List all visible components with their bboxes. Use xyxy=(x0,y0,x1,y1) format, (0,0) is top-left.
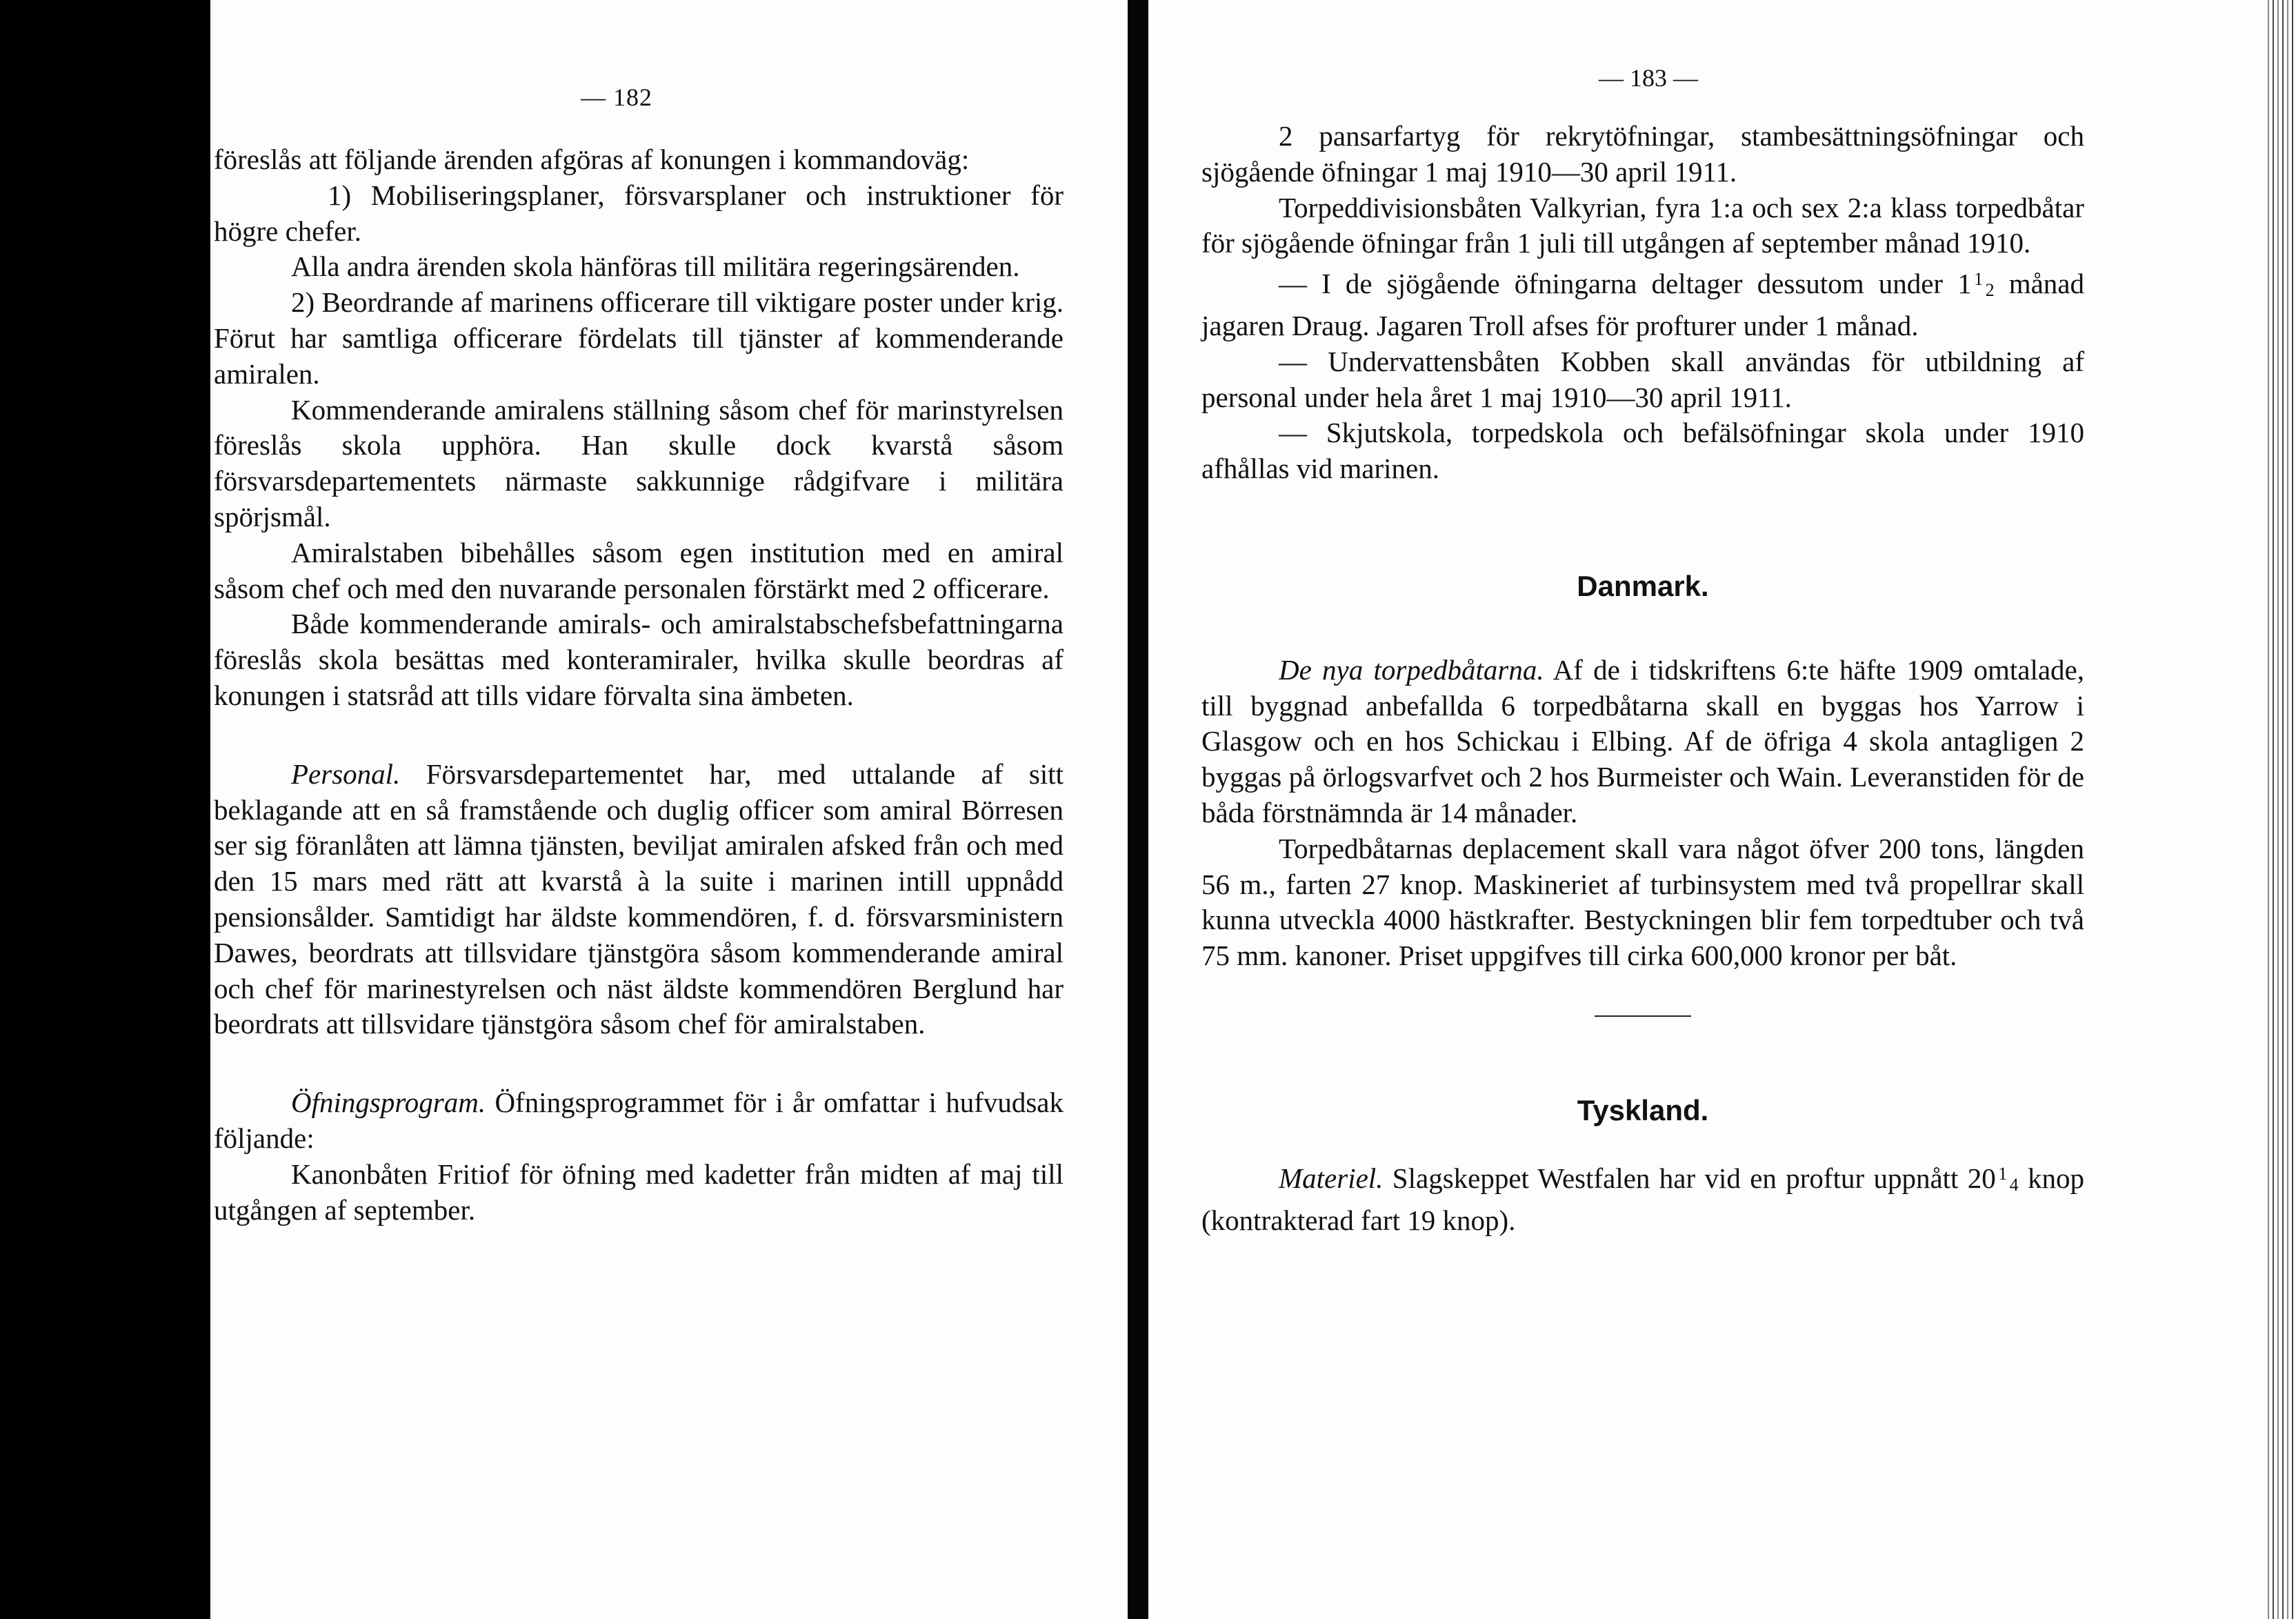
paragraph-torped: Torpeddivisionsbåten Valkyrian, fyra 1:a och sex 2:a klass torpedbåtar för sjögående öfningar från 1 juli till utgången af september månad 1910. xyxy=(1201,191,2084,259)
personal-section xyxy=(214,757,1064,1042)
draug-text-b: månad jagaren Draug. Jagaren Troll afses för profturer under 1 månad. xyxy=(1201,268,2084,341)
list-item-2: 2) Beordrande af marinens officerare till viktigare poster under krig. Förut har samtliga officerare fördelats till tjänster af kommenderande amiralen. xyxy=(214,286,1064,390)
paragraph-kommenderande: Kommenderande amiralens ställning såsom chef för marinstyrelsen föreslås skola upphöra. Han skulle dock kvarstå såsom försvarsdepartementets närmaste sakkunnige rådgifvare i militära spörjsmål. xyxy=(214,393,1064,533)
paragraph-bade: Både kommenderande amirals- och amiralstabschefsbefattningarna föreslås skola besättas med konteramiraler, hvilka skulle beordras af konungen i statsråd att tills vidare förvalta sina ämbeten. xyxy=(214,608,1064,711)
page-edge-stack xyxy=(2268,0,2296,1619)
fraction-numerator: 1 xyxy=(1998,1163,2008,1184)
fraction-numerator: 1 xyxy=(1974,269,1984,290)
ofning-text: Öfningsprogrammet för i år omfattar i hufvudsak följande: xyxy=(214,1086,1064,1154)
fraction-denominator: 4 xyxy=(2009,1174,2019,1195)
personal-text: Försvarsdepartementet har, med uttalande af sitt beklagande att en så framstående och duglig officer som amiral Börresen ser sig föranlåten att lämna tjänsten, beviljat amiralen afsked från och med den 15 mars med rätt att kvarstå à la suite i marinen intill uppnådd pensionsålder. Samtidigt har äldste kommendören, f. d. försvarsministern Dawes, beordrats att tillsvidare tjänstgöra såsom kommenderande amiral och chef för marinestyrelsen och näst äldste kommendören Berglund har beordrats att tillsvidare tjänstgöra såsom chef för amiralstaben. xyxy=(214,757,1064,1040)
heading-danmark: Danmark. xyxy=(1577,569,1709,602)
draug-text-a: — I de sjögående öfningarna deltager dessutom under 1 xyxy=(1279,268,1972,300)
paragraph-other-matters: Alla andra ärenden skola hänföras till militära regeringsärenden. xyxy=(291,250,1020,283)
nya-text: Af de i tidskriftens 6:te häfte 1909 omtalade, till byggnad anbefallda 6 torpedbåtarna skall en byggas hos Yarrow i Glasgow och en hos Schickau i Elbing. Af de öfriga 4 skola antagligen 2 byggas på örlogsvarfvet och 2 hos Burmeister och Wain. Leveranstiden för de båda förstnämnda är 14 månader. xyxy=(1201,653,2084,828)
section-nya-torpedbatarna xyxy=(1201,653,2084,831)
personal-heading: Personal. xyxy=(291,757,401,790)
paragraph-deplacement: Torpedbåtarnas deplacement skall vara något öfver 200 tons, längden 56 m., farten 27 knop. Maskineriet af turbinsystem med två propellrar skall kunna utveckla 4000 hästkrafter. Bestyckningen blir fem torpedtuber och två 75 mm. kanoner. Priset uppgifves till cirka 600,000 kronor per båt. xyxy=(1201,832,2084,972)
paragraph-kobben: — Undervattensbåten Kobben skall användas för utbildning af personal under hela året 1 maj 1910—30 april 1911. xyxy=(1201,345,2084,413)
fraction-denominator: 2 xyxy=(1985,280,1995,301)
intro-paragraph: föreslås att följande ärenden afgöras af konungen i kommandoväg: xyxy=(214,143,970,175)
right-text-column xyxy=(1201,119,2084,1238)
left-text-column xyxy=(214,142,1064,1228)
materiel-text-a: Slagskeppet Westfalen har vid en proftur uppnått 20 xyxy=(1392,1162,1996,1194)
materiel-text-b: knop (kontrakterad fart 19 knop). xyxy=(1201,1162,2085,1236)
page-number: — 182 xyxy=(581,83,652,111)
page-number-right: — 183 — xyxy=(1599,64,1698,92)
ofning-heading: Öfningsprogram. xyxy=(291,1086,486,1119)
book-gutter xyxy=(1128,0,1148,1619)
paragraph-pansar: 2 pansarfartyg för rekrytöfningar, stambesättningsöfningar och sjögående öfningar 1 maj 1910—30 april 1911. xyxy=(1201,120,2084,188)
paragraph-amiralstaben: Amiralstaben bibehålles såsom egen institution med en amiral såsom chef och med den nuvarande personalen förstärkt med 2 officerare. xyxy=(214,536,1064,604)
ofning-section xyxy=(214,1085,1064,1157)
heading-tyskland: Tyskland. xyxy=(1577,1093,1709,1126)
paragraph-skjutskola: — Skjutskola, torpedskola och befälsöfningar skola under 1910 afhållas vid marinen. xyxy=(1201,417,2084,485)
materiel-heading: Materiel. xyxy=(1279,1162,1384,1194)
list-item-1: 1) Mobiliseringsplaner, försvarsplaner och instruktioner för högre chefer. xyxy=(214,179,1064,247)
nya-heading: De nya torpedbåtarna. xyxy=(1279,653,1544,686)
paragraph-kanonbaten: Kanonbåten Fritiof för öfning med kadetter från midten af maj till utgången af september. xyxy=(214,1158,1064,1226)
paragraph-draug xyxy=(1201,261,2084,344)
section-materiel xyxy=(1201,1156,2084,1239)
